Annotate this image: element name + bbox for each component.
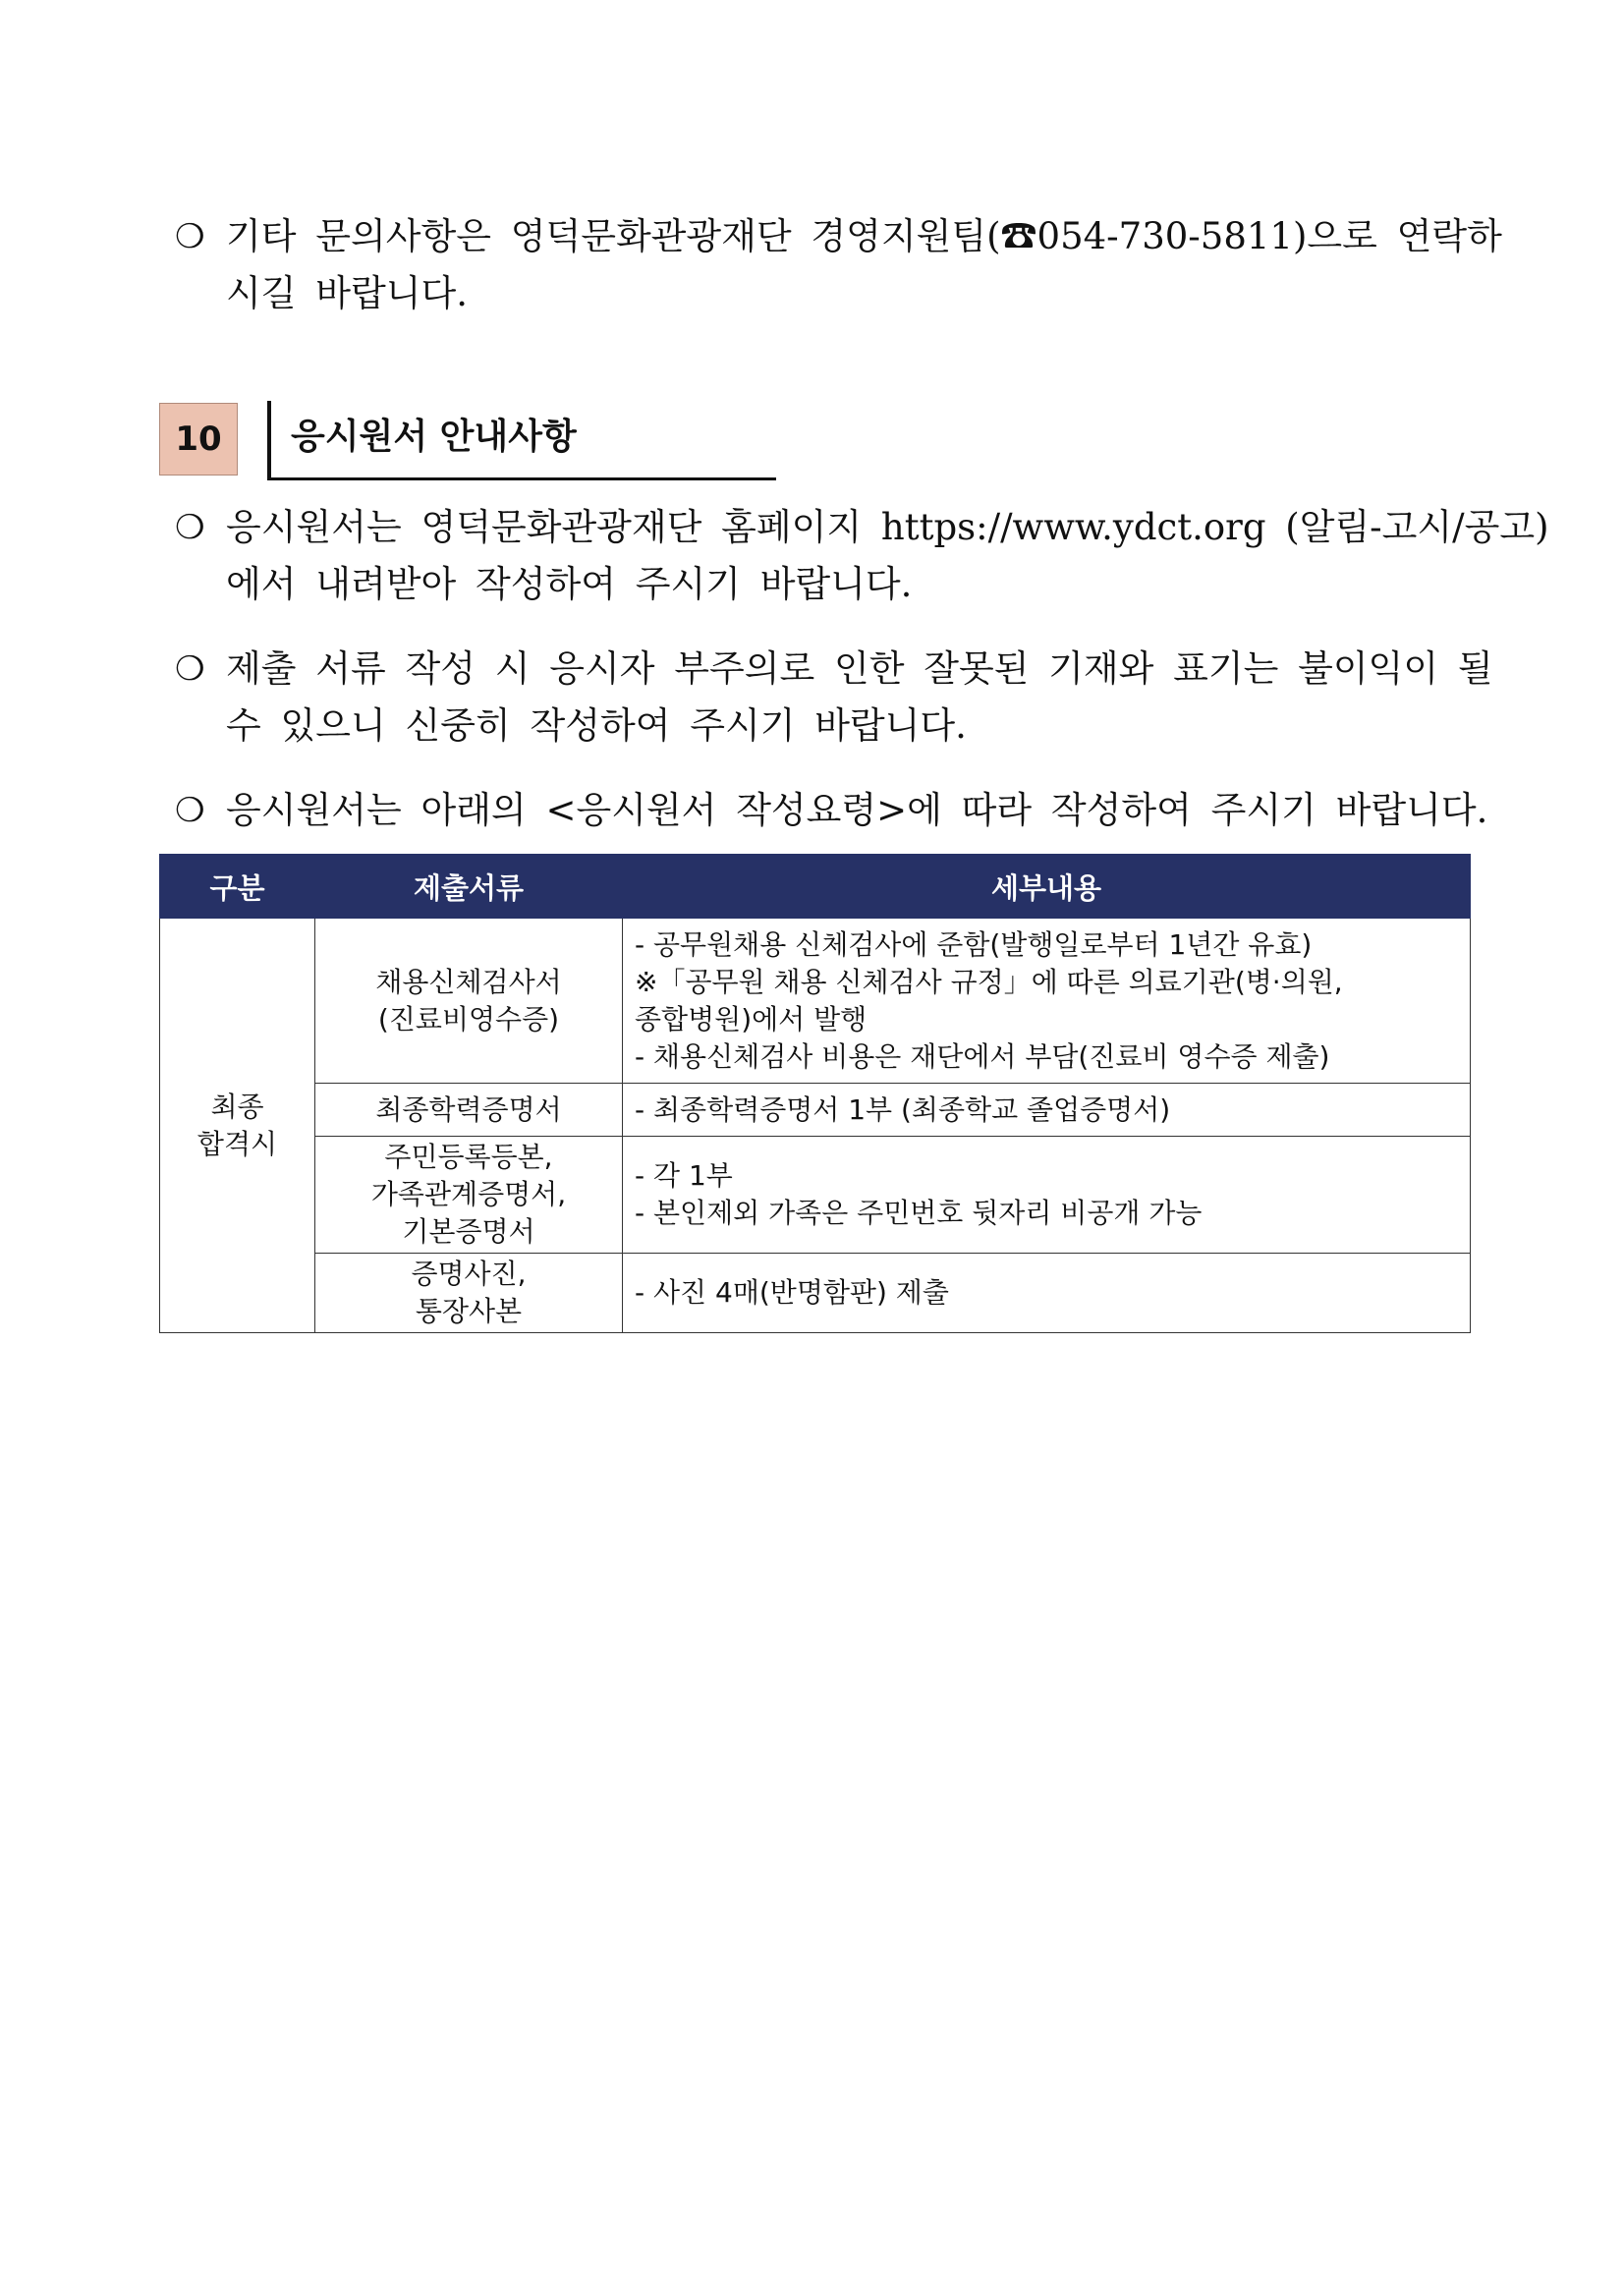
header-documents: 제출서류: [315, 855, 623, 919]
table-row: [160, 1084, 1471, 1137]
table-row: [160, 1254, 1471, 1333]
table-row: [160, 919, 1471, 1084]
detail-cell: [623, 1137, 1471, 1254]
section-title: 응시원서 안내사항: [291, 417, 577, 457]
section-underline: [267, 477, 776, 480]
document-cell: [315, 1137, 623, 1254]
document-line: 가족관계증명서,: [370, 1178, 567, 1210]
document-cell: [315, 919, 623, 1084]
document-line: 기본증명서: [402, 1215, 535, 1248]
document-line: 주민등록등본,: [384, 1141, 553, 1173]
category-line: 합격시: [196, 1127, 278, 1160]
detail-cell: [623, 1084, 1471, 1137]
contact-line-2: 시길 바랍니다.: [226, 272, 468, 314]
detail-cell: [623, 1254, 1471, 1333]
header-details: 세부내용: [623, 855, 1471, 919]
contact-paragraph: [175, 208, 1502, 322]
category-line: 최종: [210, 1090, 264, 1123]
document-line: 채용신체검사서: [375, 965, 562, 998]
table-row: [160, 1137, 1471, 1254]
document-line: (진료비영수증): [377, 1002, 560, 1036]
detail-line: - 최종학력증명서 1부 (최종학교 졸업증명서): [635, 1092, 1171, 1126]
circle-bullet-icon: ❍: [175, 217, 205, 256]
caution-line-2: 수 있으니 신중히 작성하여 주시기 바랍니다.: [226, 704, 967, 747]
download-paragraph: [175, 499, 1549, 613]
document-line: 증명사진,: [411, 1258, 527, 1290]
document-line: 최종학력증명서: [375, 1092, 562, 1126]
detail-line: - 공무원채용 신체검사에 준함(발행일로부터 1년간 유효): [635, 927, 1313, 961]
caution-line-1: 제출 서류 작성 시 응시자 부주의로 인한 잘못된 기재와 표기는 불이익이 될: [226, 647, 1493, 690]
section-number: 10: [159, 403, 238, 476]
category-cell: [160, 919, 315, 1333]
section-divider: [267, 401, 271, 479]
detail-cell: [623, 919, 1471, 1084]
circle-bullet-icon: ❍: [175, 508, 205, 547]
detail-line: - 채용신체검사 비용은 재단에서 부담(진료비 영수증 제출): [635, 1039, 1330, 1073]
contact-line-1: 기타 문의사항은 영덕문화관광재단 경영지원팀(☎054-730-5811)으로 연락하: [226, 215, 1502, 257]
document-cell: [315, 1084, 623, 1137]
detail-line: ※「공무원 채용 신체검사 규정」에 따른 의료기관(병·의원,: [635, 965, 1343, 998]
documents-table: [159, 854, 1471, 1333]
header-category: 구분: [160, 855, 315, 919]
table-header-row: [160, 855, 1471, 919]
guide-paragraph: [175, 782, 1488, 839]
circle-bullet-icon: ❍: [175, 649, 205, 689]
detail-line: 종합병원)에서 발행: [635, 1002, 868, 1036]
caution-paragraph: [175, 641, 1493, 755]
document-line: 통장사본: [415, 1295, 523, 1327]
guide-line-1: 응시원서는 아래의 <응시원서 작성요령>에 따라 작성하여 주시기 바랍니다.: [226, 789, 1488, 831]
detail-line: - 사진 4매(반명함판) 제출: [635, 1276, 949, 1309]
download-line-2: 에서 내려받아 작성하여 주시기 바랍니다.: [226, 563, 913, 605]
circle-bullet-icon: ❍: [175, 791, 205, 830]
document-cell: [315, 1254, 623, 1333]
detail-line: - 본인제외 가족은 주민번호 뒷자리 비공개 가능: [635, 1197, 1203, 1229]
download-line-1: 응시원서는 영덕문화관광재단 홈페이지 https://www.ydct.org (알림-고시/공고): [226, 506, 1549, 548]
detail-line: - 각 1부: [635, 1159, 733, 1192]
